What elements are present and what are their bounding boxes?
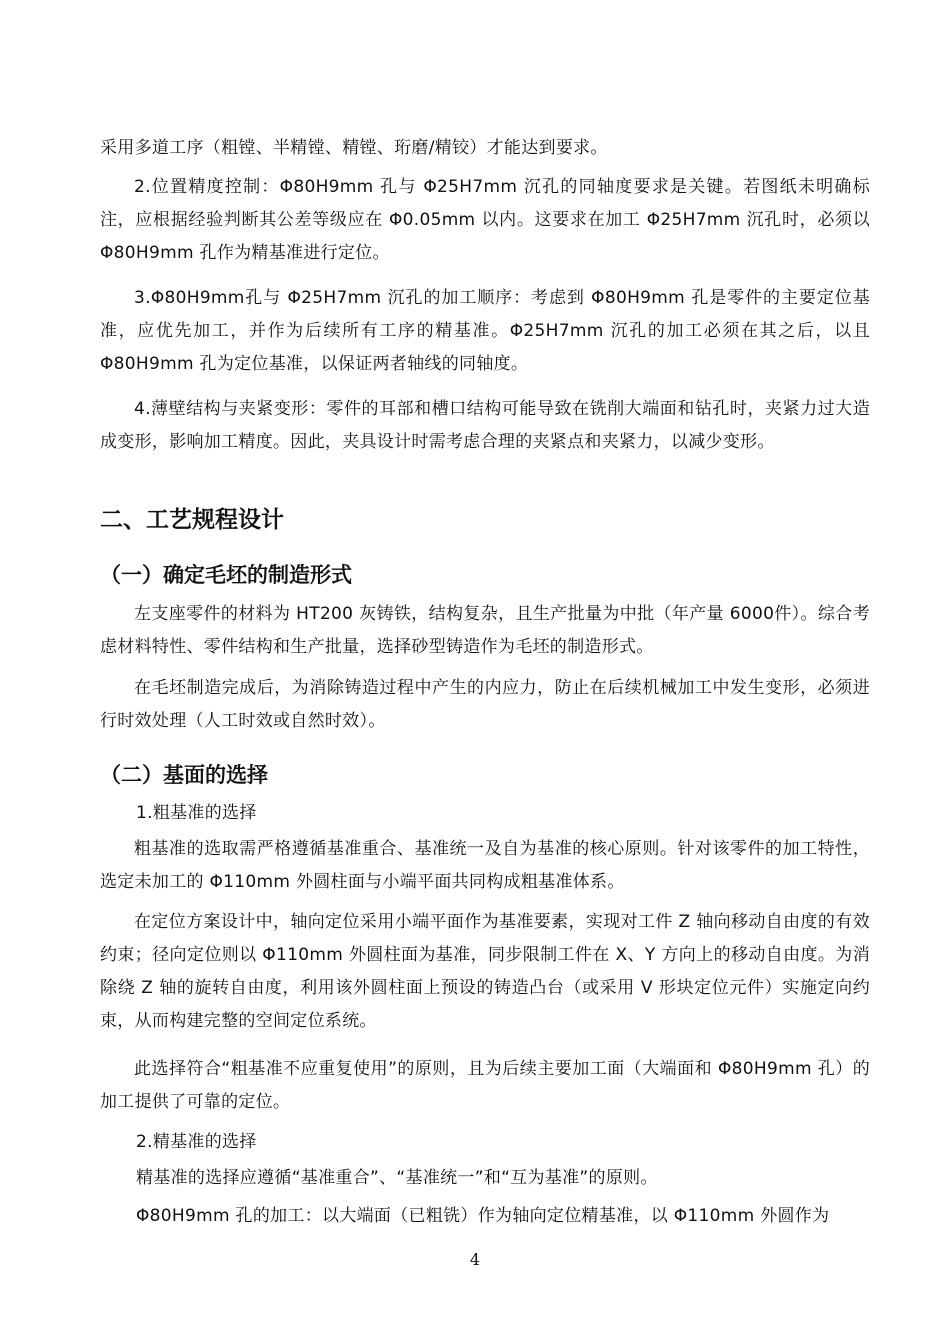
paragraph-machining-order: 3.Φ80H9mm孔与 Φ25H7mm 沉孔的加工顺序：考虑到 Φ80H9mm 孔是零件的主要定位基准，应优先加工，并作为后续所有工序的精基准。Φ25H7mm 沉孔的加工必须在其之后，以且 Φ80H9mm 孔为定位基准，以保证两者轴线的同轴度。 <box>100 288 870 374</box>
paragraph-fine-datum-hole: Φ80H9mm 孔的加工：以大端面（已粗铣）作为轴向定位精基准，以 Φ110mm 外圆作为 <box>136 1206 830 1226</box>
paragraph-principle: 此选择符合“粗基准不应重复使用”的原则，且为后续主要加工面（大端面和 Φ80H9mm 孔）的加工提供了可靠的定位。 <box>100 1059 870 1112</box>
rough-datum-title: 1.粗基准的选择 <box>136 803 257 823</box>
fine-datum-title: 2.精基准的选择 <box>136 1132 257 1152</box>
paragraph-aging: 在毛坯制造完成后，为消除铸造过程中产生的内应力，防止在后续机械加工中发生变形，必须进行时效处理（人工时效或自然时效）。 <box>100 678 870 731</box>
subsection-heading-blank: （一）确定毛坯的制造形式 <box>100 563 352 587</box>
paragraph-thin-wall: 4.薄壁结构与夹紧变形：零件的耳部和槽口结构可能导致在铣削大端面和钻孔时，夹紧力过大造成变形，影响加工精度。因此，夹具设计时需考虑合理的夹紧点和夹紧力，以减少变形。 <box>100 399 870 452</box>
subsection-heading-datum: （二）基面的选择 <box>100 763 268 787</box>
paragraph-rough-datum: 粗基准的选取需严格遵循基准重合、基准统一及自为基准的核心原则。针对该零件的加工特性，选定未加工的 Φ110mm 外圆柱面与小端平面共同构成粗基准体系。 <box>100 839 870 892</box>
paragraph-material: 左支座零件的材料为 HT200 灰铸铁，结构复杂，且生产批量为中批（年产量 6000件）。综合考虑材料特性、零件结构和生产批量，选择砂型铸造作为毛坯的制造形式。 <box>100 604 870 657</box>
section-heading: 二、工艺规程设计 <box>100 507 284 533</box>
fine-datum-principle: 精基准的选择应遵循“基准重合”、“基准统一”和“互为基准”的原则。 <box>136 1168 658 1188</box>
page-number: 4 <box>469 1250 481 1269</box>
paragraph-position-accuracy: 2.位置精度控制：Φ80H9mm 孔与 Φ25H7mm 沉孔的同轴度要求是关键。若图纸未明确标注，应根据经验判断其公差等级应在 Φ0.05mm 以内。这要求在加工 Φ25H7mm 沉孔时，必须以 Φ80H9mm 孔作为精基准进行定位。 <box>100 177 870 263</box>
paragraph-continuation: 采用多道工序（粗镗、半精镗、精镗、珩磨/精铰）才能达到要求。 <box>100 138 608 158</box>
paragraph-positioning-scheme: 在定位方案设计中，轴向定位采用小端平面作为基准要素，实现对工件 Z 轴向移动自由度的有效约束；径向定位则以 Φ110mm 外圆柱面为基准，同步限制工件在 X、Y 方向上的移动自由度。为消除绕 Z 轴的旋转自由度，利用该外圆柱面上预设的铸造凸台（或采用 V 形块定位元件）实施定向约束，从而构建完整的空间定位系统。 <box>100 912 870 1031</box>
